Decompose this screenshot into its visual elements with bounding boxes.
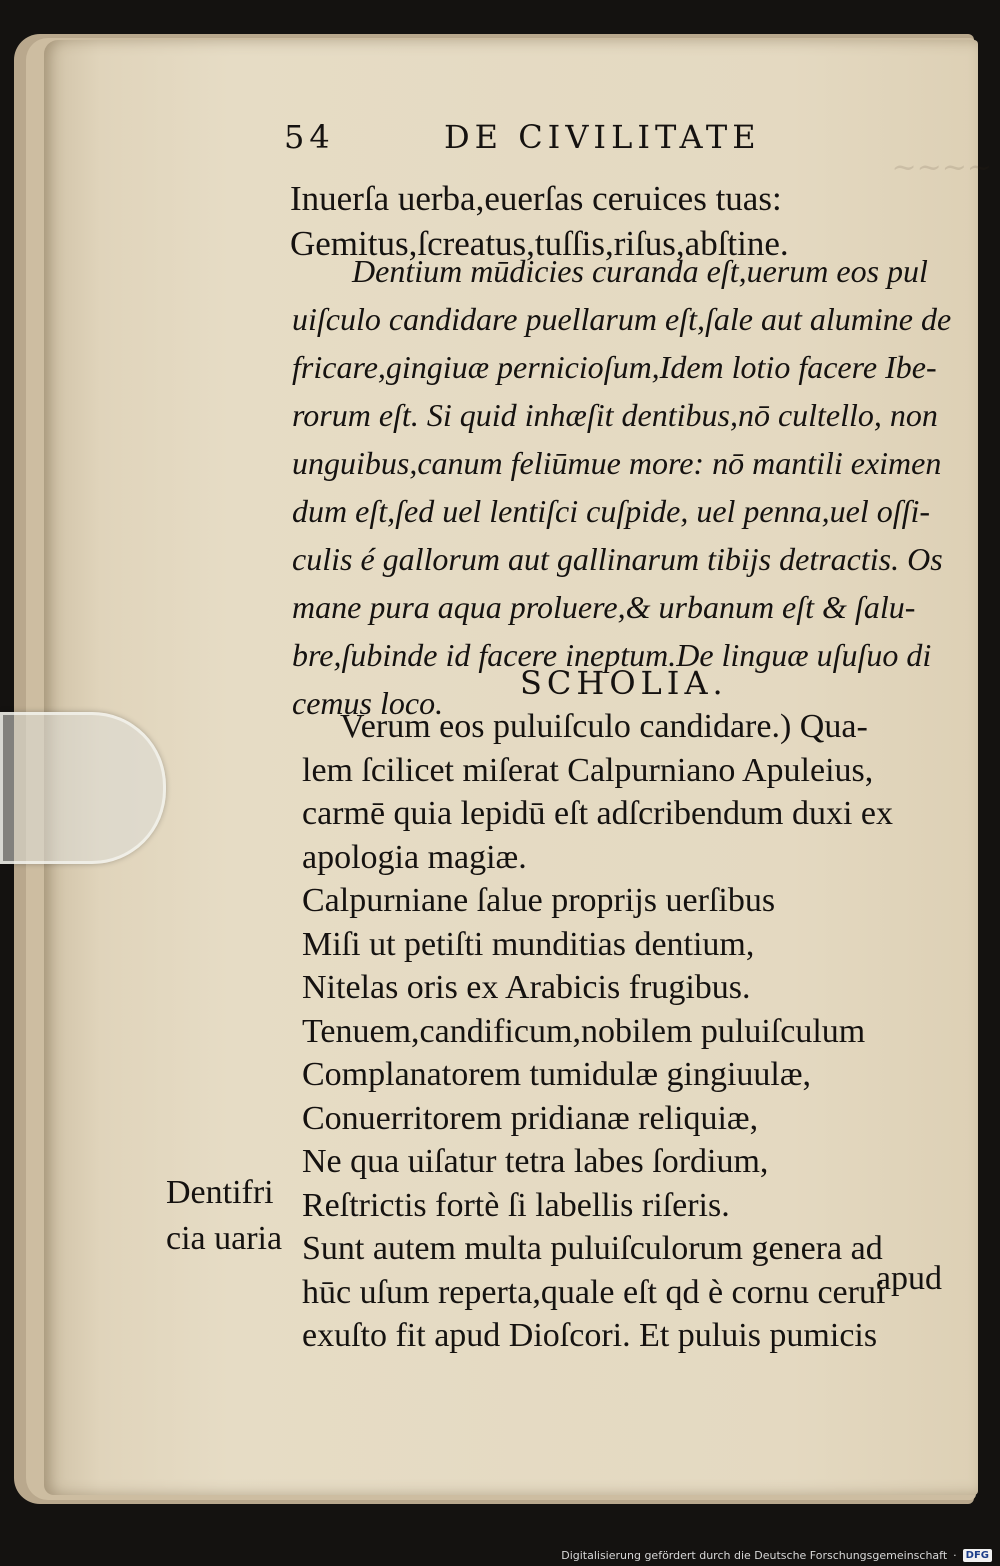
scholia-body bbox=[302, 705, 893, 1358]
text-line: apologia magiæ. bbox=[302, 838, 527, 876]
text-line: Ne qua uiſatur tetra labes ſordium, bbox=[302, 1143, 769, 1180]
text-line: Gemitus,ſcreatus,tuſſis,riſus,abſtine. bbox=[290, 224, 789, 263]
marginal-note-line: cia uaria bbox=[166, 1220, 283, 1257]
text-line: Inuerſa uerba,euerſas ceruices tuas: bbox=[290, 179, 782, 218]
text-line: Verum eos puluiſculo candidare.) Qua- bbox=[340, 708, 868, 745]
text-line: exuſto fit apud Dioſcori. Et puluis pumicis bbox=[302, 1317, 878, 1354]
text-line: hūc uſum reperta,quale eſt qd è cornu cerui bbox=[302, 1273, 886, 1311]
text-line: Tenuem,candificum,nobilem puluiſculum bbox=[302, 1012, 866, 1050]
text-line: lem ſcilicet miſerat Calpurniano Apuleius, bbox=[302, 751, 874, 789]
text-line: dum eſt,ſed uel lentiſci cuſpide, uel penna,uel oſſi- bbox=[292, 493, 931, 529]
text-line: Complanatorem tumidulæ gingiuulæ, bbox=[302, 1056, 812, 1093]
text-line: cemus loco. bbox=[292, 685, 444, 721]
text-line: rorum eſt. Si quid inhæſit dentibus,nō cultello, non bbox=[292, 397, 938, 433]
marginal-note bbox=[166, 1170, 282, 1262]
text-line: mane pura aqua proluere,& urbanum eſt & ſalu- bbox=[292, 589, 916, 625]
footer bbox=[561, 1549, 992, 1562]
text-line: carmē quia lepidū eſt adſcribendum duxi ex bbox=[302, 795, 894, 832]
marginal-note-line: Dentifri bbox=[166, 1174, 274, 1211]
text-line: Conuerritorem pridianæ reliquiæ, bbox=[302, 1099, 759, 1137]
running-header bbox=[284, 118, 814, 162]
text-line: Miſi ut petiſti munditias dentium, bbox=[302, 925, 755, 963]
text-line: Reſtrictis fortè ſi labellis riſeris. bbox=[302, 1186, 730, 1224]
scholia-heading: SCHOLIA. bbox=[520, 664, 728, 702]
italic-paragraph bbox=[292, 247, 951, 727]
footer-separator: · bbox=[953, 1549, 957, 1562]
text-line: culis é gallorum aut gallinarum tibijs detractis. Os bbox=[292, 541, 943, 577]
page-number: 54 bbox=[284, 118, 335, 156]
text-line: Nitelas oris ex Arabicis frugibus. bbox=[302, 969, 751, 1006]
running-title: DE CIVILITATE bbox=[444, 118, 761, 156]
text-line: bre,ſubinde id facere ineptum.De linguæ uſuſuo di bbox=[292, 637, 932, 673]
dfg-logo-icon: DFG bbox=[963, 1549, 992, 1562]
text-line: Calpurniane ſalue proprijs uerſibus bbox=[302, 882, 776, 919]
text-line: uiſculo candidare puellarum eſt,ſale aut alumine de bbox=[292, 301, 952, 337]
bleed-through-text: ~~~~ bbox=[891, 150, 992, 185]
page-holder-clip bbox=[0, 712, 166, 864]
text-line: fricare,gingiuæ pernicioſum,Idem lotio facere Ibe- bbox=[292, 349, 937, 385]
text-line: Sunt autem multa puluiſculorum genera ad bbox=[302, 1230, 883, 1267]
text-line: Dentium mūdicies curanda eſt,uerum eos pul bbox=[352, 253, 928, 289]
footer-text: Digitalisierung gefördert durch die Deutsche Forschungsgemeinschaft bbox=[561, 1549, 948, 1562]
text-line: unguibus,canum feliūmue more: nō mantili eximen bbox=[292, 445, 942, 481]
catchword: apud bbox=[875, 1260, 942, 1297]
